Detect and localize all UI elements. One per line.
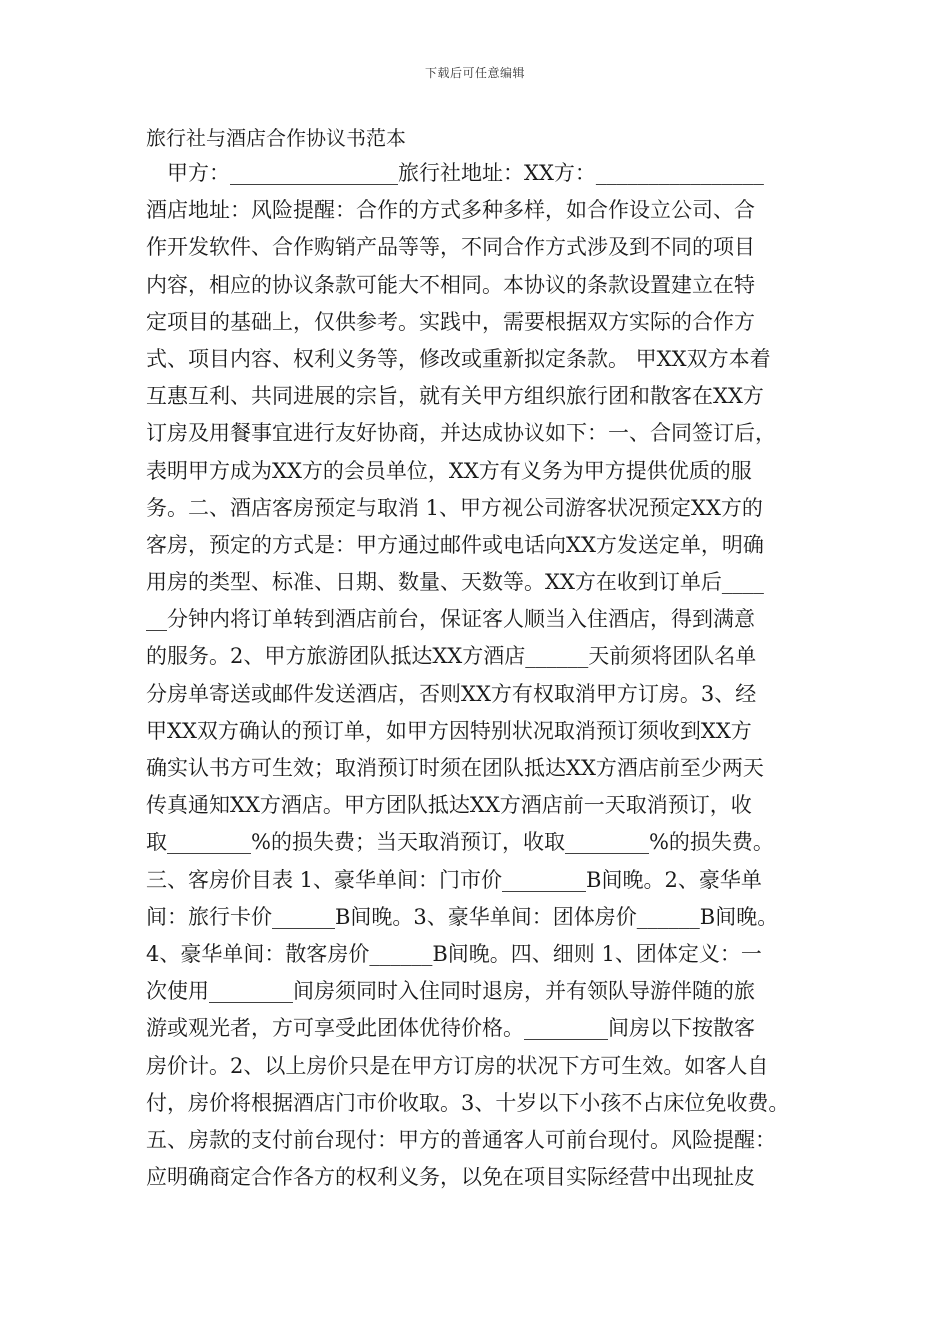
body-line: 的服务。2、甲方旅游团队抵达XX方酒店______天前须将团队名单: [146, 644, 757, 669]
body-line: 4、豪华单间：散客房价______B间晚。四、细则 1、团体定义：一: [146, 941, 762, 966]
body-line: 式、项目内容、权利义务等，修改或重新拟定条款。 甲XX双方本着: [146, 346, 771, 371]
body-line: 房价计。2、以上房价只是在甲方订房的状况下方可生效。如客人自: [146, 1053, 769, 1078]
body-line: 作开发软件、合作购销产品等等，不同合作方式涉及到不同的项目: [146, 235, 755, 260]
body-line: 五、房款的支付前台现付：甲方的普通客人可前台现付。风险提醒：: [146, 1127, 776, 1152]
body-line: 互惠互利、共同进展的宗旨，就有关甲方组织旅行团和散客在XX方: [146, 384, 764, 409]
body-line: 游或观光者，方可享受此团体优待价格。________间房以下按散客: [146, 1016, 755, 1041]
body-line: 订房及用餐事宜进行友好协商，并达成协议如下：一、合同签订后，: [146, 421, 776, 446]
body-line: 内容，相应的协议条款可能大不相同。本协议的条款设置建立在特: [146, 272, 755, 297]
body-line: 付，房价将根据酒店门市价收取。3、十岁以下小孩不占床位免收费。: [146, 1090, 790, 1115]
body-line: 表明甲方成为XX方的会员单位，XX方有义务为甲方提供优质的服: [146, 458, 752, 483]
body-line: 应明确商定合作各方的权利义务，以免在项目实际经营中出现扯皮: [146, 1165, 755, 1190]
body-line: 分房单寄送或邮件发送酒店，否则XX方有权取消甲方订房。3、经: [146, 681, 757, 706]
body-line: 间：旅行卡价______B间晚。3、豪华单间：团体房价______B间晚。: [146, 904, 779, 929]
body-line: 客房，预定的方式是：甲方通过邮件或电话向XX方发送定单，明确: [146, 532, 764, 557]
body-line: __分钟内将订单转到酒店前台，保证客人顺当入住酒店，得到满意: [146, 607, 755, 632]
body-line: 甲方：________________旅行社地址：XX方：________________: [167, 161, 764, 185]
body-line: 传真通知XX方酒店。甲方团队抵达XX方酒店前一天取消预订，收: [146, 793, 752, 818]
body-line: 定项目的基础上，仅供参考。实践中，需要根据双方实际的合作方: [146, 309, 755, 334]
page-header-note: 下载后可任意编辑: [424, 66, 525, 80]
body-line: 务。二、酒店客房预定与取消 1、甲方视公司游客状况预定XX方的: [146, 495, 763, 520]
body-line: 次使用________间房须同时入住同时退房，并有领队导游伴随的旅: [146, 979, 755, 1004]
body-line: 取________%的损失费；当天取消预订，收取________%的损失费。: [146, 830, 774, 855]
body-line: 甲XX双方确认的预订单，如甲方因特别状况取消预订须收到XX方: [146, 718, 752, 743]
document-title: 旅行社与酒店合作协议书范本: [146, 126, 406, 150]
body-line: 酒店地址：风险提醒：合作的方式多种多样，如合作设立公司、合: [146, 198, 755, 223]
body-line: 用房的类型、标准、日期、数量、天数等。XX方在收到订单后____: [146, 570, 764, 595]
body-line: 确实认书方可生效；取消预订时须在团队抵达XX方酒店前至少两天: [146, 756, 764, 780]
body-line: 三、客房价目表 1、豪华单间：门市价________B间晚。2、豪华单: [146, 867, 762, 892]
document-body: [146, 155, 816, 1196]
